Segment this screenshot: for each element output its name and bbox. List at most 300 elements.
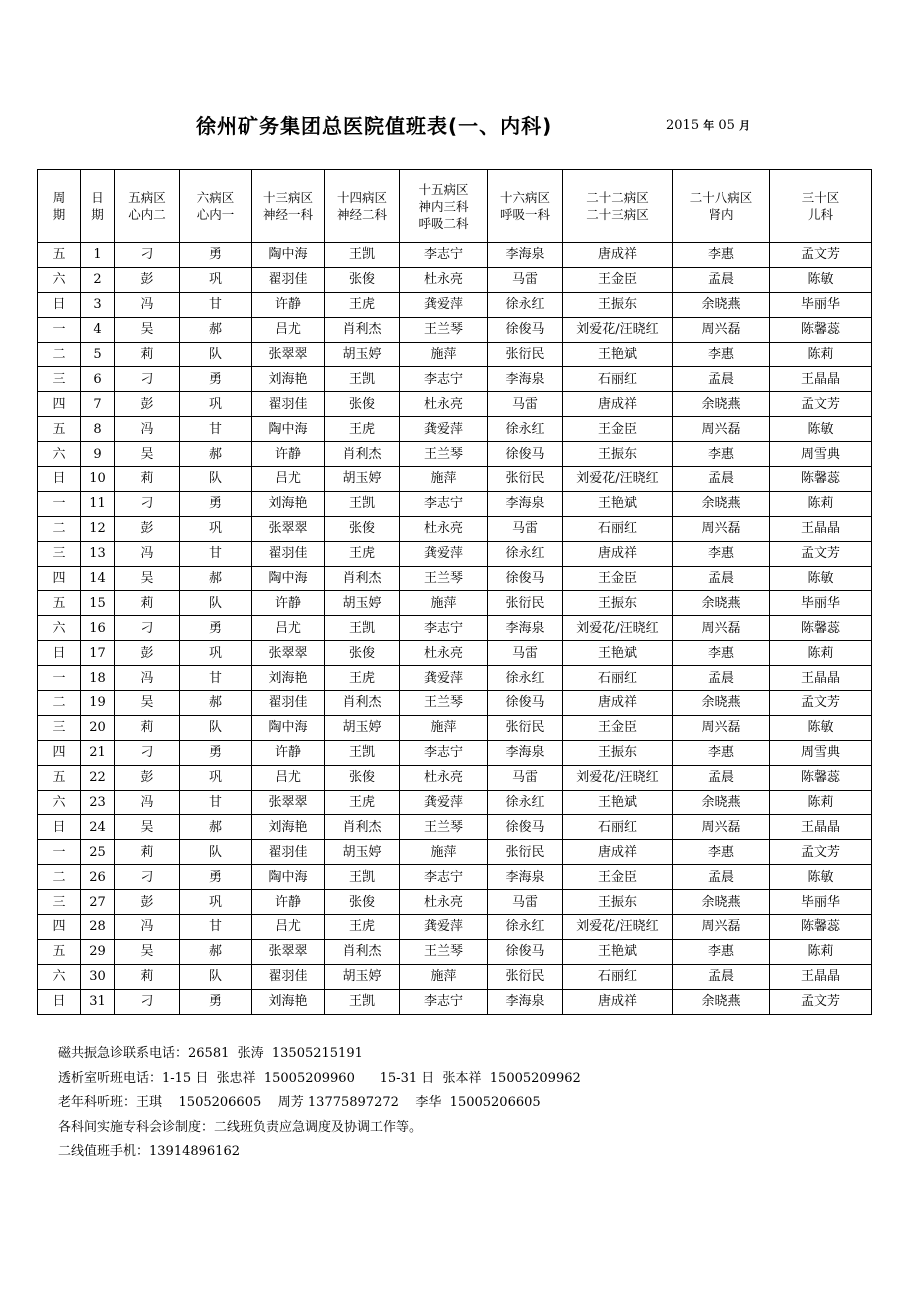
table-cell: 毕丽华	[770, 591, 872, 616]
table-cell: 李惠	[673, 342, 770, 367]
table-cell: 勇	[180, 865, 252, 890]
table-cell: 13	[81, 541, 115, 566]
table-cell: 唐成祥	[563, 691, 673, 716]
table-cell: 石丽红	[563, 666, 673, 691]
table-cell: 孟文芳	[770, 541, 872, 566]
table-cell: 王晶晶	[770, 815, 872, 840]
table-row	[38, 541, 872, 566]
table-cell: 刘爱花/汪晓红	[563, 317, 673, 342]
column-header-line: 儿科	[807, 207, 833, 222]
table-cell: 张翠翠	[252, 939, 325, 964]
column-header	[673, 170, 770, 243]
table-cell: 莉	[115, 715, 180, 740]
table-cell: 勇	[180, 616, 252, 641]
table-row	[38, 939, 872, 964]
table-cell: 王虎	[325, 790, 400, 815]
table-cell: 陈馨蕊	[770, 317, 872, 342]
table-cell: 张俊	[325, 267, 400, 292]
table-cell: 周兴磊	[673, 516, 770, 541]
table-cell: 9	[81, 442, 115, 467]
table-cell: 王金臣	[563, 417, 673, 442]
table-cell: 许静	[252, 591, 325, 616]
table-cell: 队	[180, 467, 252, 492]
table-cell: 孟晨	[673, 666, 770, 691]
table-cell: 龚爱萍	[400, 915, 488, 940]
table-cell: 余晓燕	[673, 989, 770, 1014]
table-cell: 王艳斌	[563, 342, 673, 367]
table-cell: 日	[38, 989, 81, 1014]
table-cell: 莉	[115, 591, 180, 616]
table-cell: 孟晨	[673, 566, 770, 591]
table-cell: 1	[81, 243, 115, 268]
table-cell: 吴	[115, 939, 180, 964]
table-cell: 吕尤	[252, 467, 325, 492]
table-cell: 余晓燕	[673, 790, 770, 815]
table-cell: 张衍民	[488, 591, 563, 616]
table-cell: 巩	[180, 890, 252, 915]
table-cell: 3	[81, 292, 115, 317]
table-cell: 施萍	[400, 467, 488, 492]
table-row	[38, 491, 872, 516]
column-header	[252, 170, 325, 243]
note-mri-contact: 磁共振急诊联系电话：26581 张涛 13505215191	[58, 1046, 363, 1061]
table-cell: 二	[38, 865, 81, 890]
table-cell: 王艳斌	[563, 641, 673, 666]
table-cell: 孟文芳	[770, 691, 872, 716]
table-cell: 王虎	[325, 915, 400, 940]
table-cell: 18	[81, 666, 115, 691]
table-cell: 张衍民	[488, 467, 563, 492]
table-cell: 李志宁	[400, 865, 488, 890]
table-cell: 陈馨蕊	[770, 467, 872, 492]
table-row	[38, 591, 872, 616]
table-cell: 队	[180, 964, 252, 989]
table-cell: 孟文芳	[770, 243, 872, 268]
table-cell: 孟晨	[673, 467, 770, 492]
table-cell: 一	[38, 491, 81, 516]
table-cell: 唐成祥	[563, 392, 673, 417]
column-header	[38, 170, 81, 243]
table-cell: 徐俊马	[488, 442, 563, 467]
table-cell: 莉	[115, 964, 180, 989]
table-cell: 胡玉婷	[325, 467, 400, 492]
table-cell: 徐永红	[488, 541, 563, 566]
table-cell: 张俊	[325, 516, 400, 541]
table-cell: 孟晨	[673, 964, 770, 989]
table-cell: 孟文芳	[770, 840, 872, 865]
table-cell: 三	[38, 367, 81, 392]
column-header-line: 呼吸一科	[499, 207, 550, 222]
table-cell: 唐成祥	[563, 243, 673, 268]
table-cell: 16	[81, 616, 115, 641]
table-cell: 二	[38, 342, 81, 367]
table-cell: 刘海艳	[252, 815, 325, 840]
table-cell: 队	[180, 715, 252, 740]
table-cell: 徐俊马	[488, 815, 563, 840]
table-row	[38, 765, 872, 790]
table-row	[38, 666, 872, 691]
table-cell: 张俊	[325, 765, 400, 790]
table-cell: 徐俊马	[488, 939, 563, 964]
table-cell: 31	[81, 989, 115, 1014]
table-cell: 29	[81, 939, 115, 964]
table-cell: 冯	[115, 541, 180, 566]
table-cell: 26	[81, 865, 115, 890]
table-cell: 刁	[115, 865, 180, 890]
table-cell: 孟晨	[673, 267, 770, 292]
table-cell: 三	[38, 890, 81, 915]
table-cell: 六	[38, 267, 81, 292]
table-cell: 吴	[115, 691, 180, 716]
table-cell: 孟文芳	[770, 392, 872, 417]
column-header-line: 二十二病区	[586, 190, 649, 205]
table-cell: 胡玉婷	[325, 591, 400, 616]
table-cell: 孟晨	[673, 865, 770, 890]
table-cell: 六	[38, 442, 81, 467]
table-cell: 四	[38, 915, 81, 940]
column-header	[770, 170, 872, 243]
table-cell: 石丽红	[563, 516, 673, 541]
column-header-line: 呼吸二科	[418, 215, 469, 231]
table-cell: 周兴磊	[673, 616, 770, 641]
title-main: 徐州矿务集团总医院值班表(一、内科)	[196, 114, 553, 138]
table-cell: 徐俊马	[488, 691, 563, 716]
note-geriatrics-contact: 老年科听班：王琪 1505206605 周芳 13775897272 李华 15005206605	[58, 1095, 541, 1110]
table-row	[38, 367, 872, 392]
table-row	[38, 317, 872, 342]
note-consultation-policy: 各科间实施专科会诊制度：二线班负责应急调度及协调工作等。	[58, 1119, 423, 1135]
table-cell: 六	[38, 790, 81, 815]
table-cell: 王晶晶	[770, 964, 872, 989]
table-cell: 12	[81, 516, 115, 541]
table-cell: 11	[81, 491, 115, 516]
table-cell: 刘海艳	[252, 666, 325, 691]
table-cell: 张衍民	[488, 964, 563, 989]
table-cell: 许静	[252, 292, 325, 317]
table-cell: 5	[81, 342, 115, 367]
table-cell: 王虎	[325, 292, 400, 317]
table-cell: 日	[38, 467, 81, 492]
table-cell: 巩	[180, 392, 252, 417]
column-header-line: 六病区	[196, 190, 235, 205]
table-row	[38, 790, 872, 815]
table-cell: 陈莉	[770, 641, 872, 666]
title-year-char: 年	[703, 119, 715, 132]
table-cell: 甘	[180, 541, 252, 566]
table-cell: 杜永亮	[400, 516, 488, 541]
table-cell: 莉	[115, 342, 180, 367]
table-cell: 肖利杰	[325, 815, 400, 840]
table-cell: 翟羽佳	[252, 840, 325, 865]
table-cell: 李惠	[673, 243, 770, 268]
table-cell: 余晓燕	[673, 491, 770, 516]
table-cell: 王凯	[325, 865, 400, 890]
column-header	[400, 170, 488, 243]
table-row	[38, 865, 872, 890]
table-cell: 龚爱萍	[400, 541, 488, 566]
table-cell: 李惠	[673, 939, 770, 964]
table-cell: 五	[38, 243, 81, 268]
table-cell: 周雪典	[770, 442, 872, 467]
table-cell: 15	[81, 591, 115, 616]
table-cell: 许静	[252, 740, 325, 765]
table-cell: 陈莉	[770, 342, 872, 367]
table-cell: 勇	[180, 989, 252, 1014]
table-cell: 翟羽佳	[252, 541, 325, 566]
table-cell: 冯	[115, 790, 180, 815]
table-cell: 张翠翠	[252, 641, 325, 666]
table-cell: 日	[38, 292, 81, 317]
table-cell: 五	[38, 765, 81, 790]
table-cell: 陶中海	[252, 865, 325, 890]
table-cell: 陈敏	[770, 566, 872, 591]
table-cell: 刘爱花/汪晓红	[563, 765, 673, 790]
table-cell: 22	[81, 765, 115, 790]
table-cell: 勇	[180, 740, 252, 765]
table-cell: 马雷	[488, 267, 563, 292]
table-cell: 李海泉	[488, 367, 563, 392]
column-header-line: 二十八病区	[689, 190, 753, 205]
table-cell: 王艳斌	[563, 491, 673, 516]
table-cell: 陈莉	[770, 939, 872, 964]
table-cell: 余晓燕	[673, 591, 770, 616]
table-cell: 巩	[180, 641, 252, 666]
table-cell: 龚爱萍	[400, 292, 488, 317]
table-cell: 王兰琴	[400, 691, 488, 716]
table-row	[38, 467, 872, 492]
table-cell: 周兴磊	[673, 317, 770, 342]
table-cell: 吴	[115, 442, 180, 467]
table-cell: 施萍	[400, 964, 488, 989]
table-cell: 周兴磊	[673, 715, 770, 740]
table-cell: 冯	[115, 292, 180, 317]
table-cell: 王金臣	[563, 715, 673, 740]
table-cell: 石丽红	[563, 964, 673, 989]
table-cell: 20	[81, 715, 115, 740]
table-cell: 李惠	[673, 641, 770, 666]
table-cell: 五	[38, 591, 81, 616]
title-month: 05	[718, 118, 735, 133]
table-cell: 马雷	[488, 890, 563, 915]
table-cell: 刘海艳	[252, 989, 325, 1014]
table-cell: 巩	[180, 765, 252, 790]
table-cell: 吴	[115, 815, 180, 840]
table-cell: 陶中海	[252, 566, 325, 591]
table-cell: 陈敏	[770, 865, 872, 890]
table-cell: 27	[81, 890, 115, 915]
column-header-line: 期	[52, 207, 66, 222]
table-cell: 刘爱花/汪晓红	[563, 915, 673, 940]
table-cell: 五	[38, 939, 81, 964]
table-cell: 陈莉	[770, 491, 872, 516]
table-cell: 彭	[115, 641, 180, 666]
column-header-line: 五病区	[128, 190, 166, 205]
table-cell: 肖利杰	[325, 939, 400, 964]
table-cell: 施萍	[400, 591, 488, 616]
table-cell: 二	[38, 691, 81, 716]
table-cell: 甘	[180, 790, 252, 815]
column-header	[81, 170, 115, 243]
table-cell: 杜永亮	[400, 890, 488, 915]
table-cell: 石丽红	[563, 367, 673, 392]
column-header-line: 神内三科	[418, 198, 469, 214]
table-cell: 杜永亮	[400, 641, 488, 666]
table-row	[38, 342, 872, 367]
table-cell: 7	[81, 392, 115, 417]
table-cell: 队	[180, 342, 252, 367]
table-header-row	[38, 170, 872, 243]
table-cell: 张俊	[325, 641, 400, 666]
table-cell: 唐成祥	[563, 840, 673, 865]
table-cell: 李志宁	[400, 243, 488, 268]
table-cell: 陶中海	[252, 243, 325, 268]
column-header	[325, 170, 400, 243]
column-header-line: 十六病区	[499, 190, 550, 205]
table-cell: 25	[81, 840, 115, 865]
table-cell: 李惠	[673, 740, 770, 765]
table-cell: 周兴磊	[673, 815, 770, 840]
table-cell: 王振东	[563, 740, 673, 765]
table-cell: 王金臣	[563, 566, 673, 591]
table-cell: 徐永红	[488, 417, 563, 442]
table-cell: 23	[81, 790, 115, 815]
table-cell: 2	[81, 267, 115, 292]
table-cell: 8	[81, 417, 115, 442]
column-header-line: 心内二	[128, 207, 166, 222]
table-cell: 郝	[180, 566, 252, 591]
table-cell: 王晶晶	[770, 516, 872, 541]
table-cell: 陶中海	[252, 715, 325, 740]
table-cell: 巩	[180, 267, 252, 292]
table-cell: 吴	[115, 566, 180, 591]
table-cell: 马雷	[488, 392, 563, 417]
table-cell: 三	[38, 541, 81, 566]
table-cell: 刁	[115, 491, 180, 516]
table-cell: 刁	[115, 989, 180, 1014]
table-cell: 陈敏	[770, 417, 872, 442]
table-cell: 王凯	[325, 491, 400, 516]
table-cell: 六	[38, 616, 81, 641]
table-cell: 唐成祥	[563, 989, 673, 1014]
column-header	[488, 170, 563, 243]
table-cell: 陈敏	[770, 267, 872, 292]
table-cell: 李惠	[673, 840, 770, 865]
table-cell: 队	[180, 840, 252, 865]
table-row	[38, 740, 872, 765]
table-cell: 王金臣	[563, 865, 673, 890]
table-cell: 王虎	[325, 417, 400, 442]
table-cell: 胡玉婷	[325, 342, 400, 367]
table-row	[38, 267, 872, 292]
column-header	[115, 170, 180, 243]
table-row	[38, 566, 872, 591]
duty-roster-table	[37, 169, 872, 1015]
table-cell: 马雷	[488, 765, 563, 790]
table-cell: 李海泉	[488, 865, 563, 890]
table-cell: 徐永红	[488, 292, 563, 317]
table-cell: 李海泉	[488, 491, 563, 516]
table-cell: 勇	[180, 491, 252, 516]
table-row	[38, 989, 872, 1014]
table-cell: 冯	[115, 666, 180, 691]
table-cell: 徐俊马	[488, 566, 563, 591]
table-cell: 刁	[115, 616, 180, 641]
table-cell: 李海泉	[488, 989, 563, 1014]
column-header-line: 十三病区	[262, 190, 313, 205]
table-cell: 吕尤	[252, 317, 325, 342]
table-cell: 王艳斌	[563, 790, 673, 815]
table-cell: 徐永红	[488, 790, 563, 815]
table-cell: 陈馨蕊	[770, 616, 872, 641]
table-cell: 四	[38, 392, 81, 417]
table-cell: 4	[81, 317, 115, 342]
column-header-line: 心内一	[196, 207, 235, 222]
notes-section	[58, 1042, 581, 1165]
table-cell: 勇	[180, 367, 252, 392]
table-cell: 24	[81, 815, 115, 840]
table-cell: 日	[38, 641, 81, 666]
table-cell: 莉	[115, 840, 180, 865]
table-row	[38, 392, 872, 417]
table-cell: 马雷	[488, 641, 563, 666]
table-cell: 日	[38, 815, 81, 840]
column-header-line: 神经一科	[262, 207, 313, 222]
table-cell: 徐永红	[488, 666, 563, 691]
table-cell: 陈馨蕊	[770, 765, 872, 790]
table-cell: 郝	[180, 691, 252, 716]
table-cell: 杜永亮	[400, 267, 488, 292]
table-cell: 30	[81, 964, 115, 989]
document-title	[0, 110, 920, 140]
table-cell: 刘海艳	[252, 491, 325, 516]
table-cell: 李志宁	[400, 616, 488, 641]
table-cell: 王虎	[325, 541, 400, 566]
table-row	[38, 691, 872, 716]
table-cell: 甘	[180, 915, 252, 940]
table-row	[38, 915, 872, 940]
title-month-char: 月	[739, 119, 751, 132]
table-cell: 一	[38, 317, 81, 342]
table-cell: 施萍	[400, 342, 488, 367]
table-cell: 王凯	[325, 243, 400, 268]
table-cell: 刘爱花/汪晓红	[563, 467, 673, 492]
table-cell: 龚爱萍	[400, 417, 488, 442]
table-cell: 张俊	[325, 392, 400, 417]
table-cell: 许静	[252, 890, 325, 915]
table-cell: 二	[38, 516, 81, 541]
table-cell: 李志宁	[400, 989, 488, 1014]
table-row	[38, 715, 872, 740]
table-body	[38, 243, 872, 1015]
table-cell: 李志宁	[400, 367, 488, 392]
table-row	[38, 516, 872, 541]
table-cell: 王兰琴	[400, 566, 488, 591]
table-cell: 陈敏	[770, 715, 872, 740]
column-header-line: 日	[91, 190, 104, 205]
table-cell: 肖利杰	[325, 442, 400, 467]
table-cell: 石丽红	[563, 815, 673, 840]
table-cell: 余晓燕	[673, 292, 770, 317]
table-cell: 李志宁	[400, 491, 488, 516]
table-cell: 张俊	[325, 890, 400, 915]
table-cell: 王兰琴	[400, 939, 488, 964]
table-cell: 吕尤	[252, 765, 325, 790]
table-cell: 周兴磊	[673, 915, 770, 940]
note-second-line-phone: 二线值班手机：13914896162	[58, 1144, 240, 1159]
column-header-line: 三十区	[801, 190, 840, 205]
table-cell: 翟羽佳	[252, 964, 325, 989]
table-cell: 14	[81, 566, 115, 591]
